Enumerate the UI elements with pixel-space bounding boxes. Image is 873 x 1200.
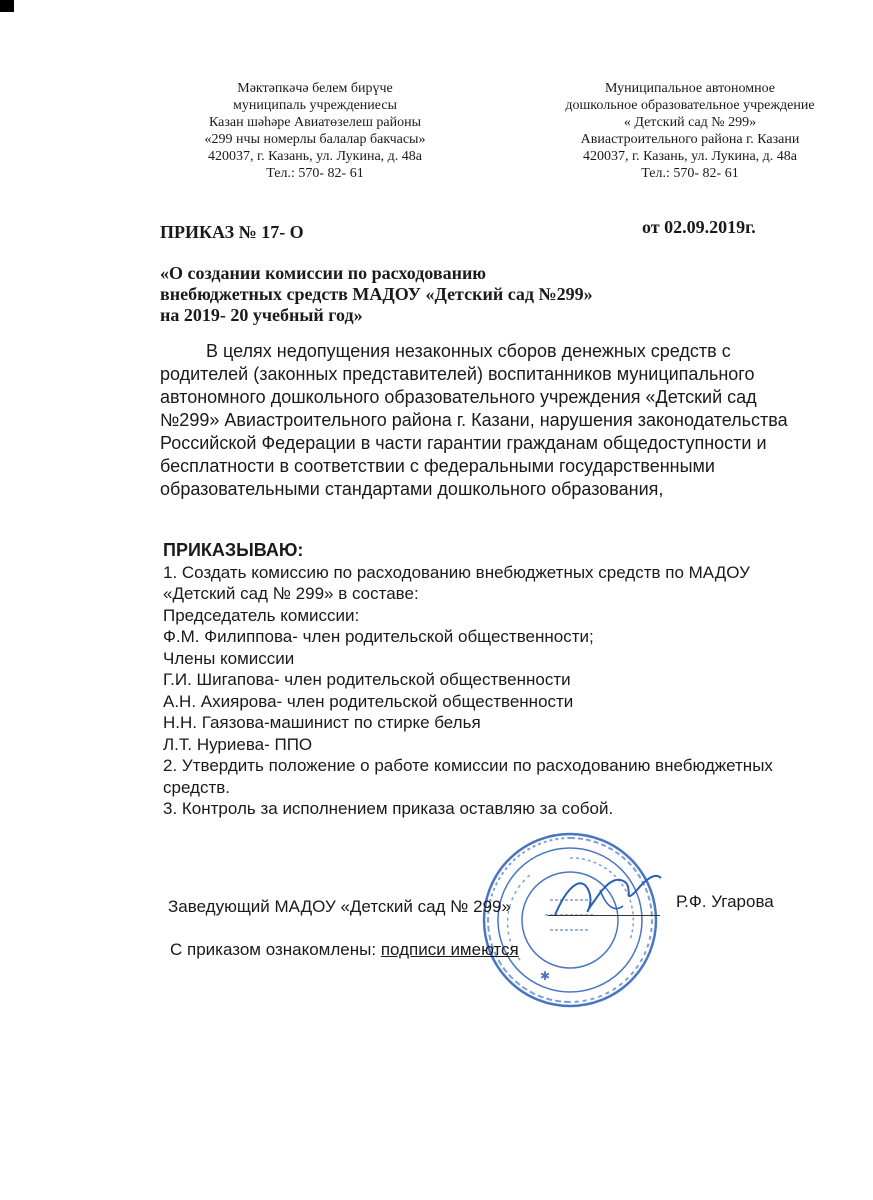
order-number: ПРИКАЗ № 17- О [160, 222, 304, 242]
header-line: Мәктәпкәчә белем бирүче [237, 81, 393, 96]
header-line: Авиастроительного района г. Казани [580, 132, 800, 147]
preamble-line: бесплатности в соответствии с федеральными государственными [160, 456, 715, 476]
directive-line: Члены комиссии [163, 648, 295, 668]
order-subject [160, 263, 593, 326]
subject-line: внебюджетных средств МАДОУ «Детский сад №299» [160, 284, 593, 304]
preamble-line: родителей (законных представителей) воспитанников муниципального [160, 364, 755, 384]
handwritten-signature-icon [545, 860, 665, 930]
directive-line: 1. Создать комиссию по расходованию внебюджетных средств по МАДОУ [163, 562, 750, 582]
acknowledgement-value: подписи имеются [380, 940, 519, 959]
header-russian [540, 80, 840, 182]
signature-line [548, 915, 660, 916]
header-line: муниципаль учреждениесы [233, 98, 397, 113]
signature-position: Заведующий МАДОУ «Детский сад № 299» [168, 897, 511, 916]
header-line: Тел.: 570- 82- 61 [641, 166, 739, 181]
directive-line: Председатель комиссии: [163, 605, 360, 625]
directives-heading: ПРИКАЗЫВАЮ: [163, 540, 304, 560]
directive-line: 3. Контроль за исполнением приказа оставляю за собой. [163, 799, 614, 818]
scan-corner-mark [0, 0, 14, 12]
directive-line: Н.Н. Гаязова-машинист по стирке белья [163, 713, 481, 732]
acknowledgement-line [170, 940, 519, 960]
order-date: от 02.09.2019г. [642, 217, 756, 237]
directive-line: 2. Утвердить положение о работе комиссии по расходованию внебюджетных [163, 756, 773, 775]
preamble-line: В целях недопущения незаконных сборов денежных средств с [206, 341, 731, 361]
preamble-line: образовательными стандартами дошкольного образования, [160, 479, 664, 499]
preamble-paragraph [160, 340, 788, 501]
preamble-line: №299» Авиастроительного района г. Казани, нарушения законодательства [160, 410, 788, 430]
header-line: дошкольное образовательное учреждение [565, 98, 815, 113]
header-line: Тел.: 570- 82- 61 [266, 166, 364, 181]
header-line: 420037, г. Казань, ул. Лукина, д. 48а [207, 149, 422, 164]
directive-line: Л.Т. Нуриева- ППО [163, 734, 313, 754]
subject-line: на 2019- 20 учебный год» [160, 305, 363, 325]
svg-text:✱: ✱ [540, 969, 551, 983]
header-tatar [170, 80, 460, 182]
directive-line: А.Н. Ахиярова- член родительской общественности [163, 691, 574, 711]
signatory-name: Р.Ф. Угарова [676, 892, 774, 911]
header-line: « Детский сад № 299» [623, 115, 757, 130]
preamble-line: Российской Федерации в части гарантии гражданам общедоступности и [160, 433, 767, 453]
order-directives [163, 540, 773, 820]
directive-line: «Детский сад № 299» в составе: [163, 584, 419, 603]
acknowledgement-label: С приказом ознакомлены: [170, 940, 377, 959]
header-line: Казан шәһәре Авиатөзелеш районы [208, 115, 422, 130]
header-line: 420037, г. Казань, ул. Лукина, д. 48а [582, 149, 797, 164]
header-line: Муниципальное автономное [604, 81, 776, 96]
directive-line: средств. [163, 777, 230, 797]
subject-line: «О создании комиссии по расходованию [160, 263, 487, 283]
directive-line: Ф.М. Филиппова- член родительской общественности; [163, 627, 594, 646]
header-line: «299 нчы номерлы балалар бакчасы» [204, 132, 426, 147]
preamble-line: автономного дошкольного образовательного учреждения «Детский сад [160, 387, 757, 407]
directive-line: Г.И. Шигапова- член родительской общественности [163, 670, 571, 689]
